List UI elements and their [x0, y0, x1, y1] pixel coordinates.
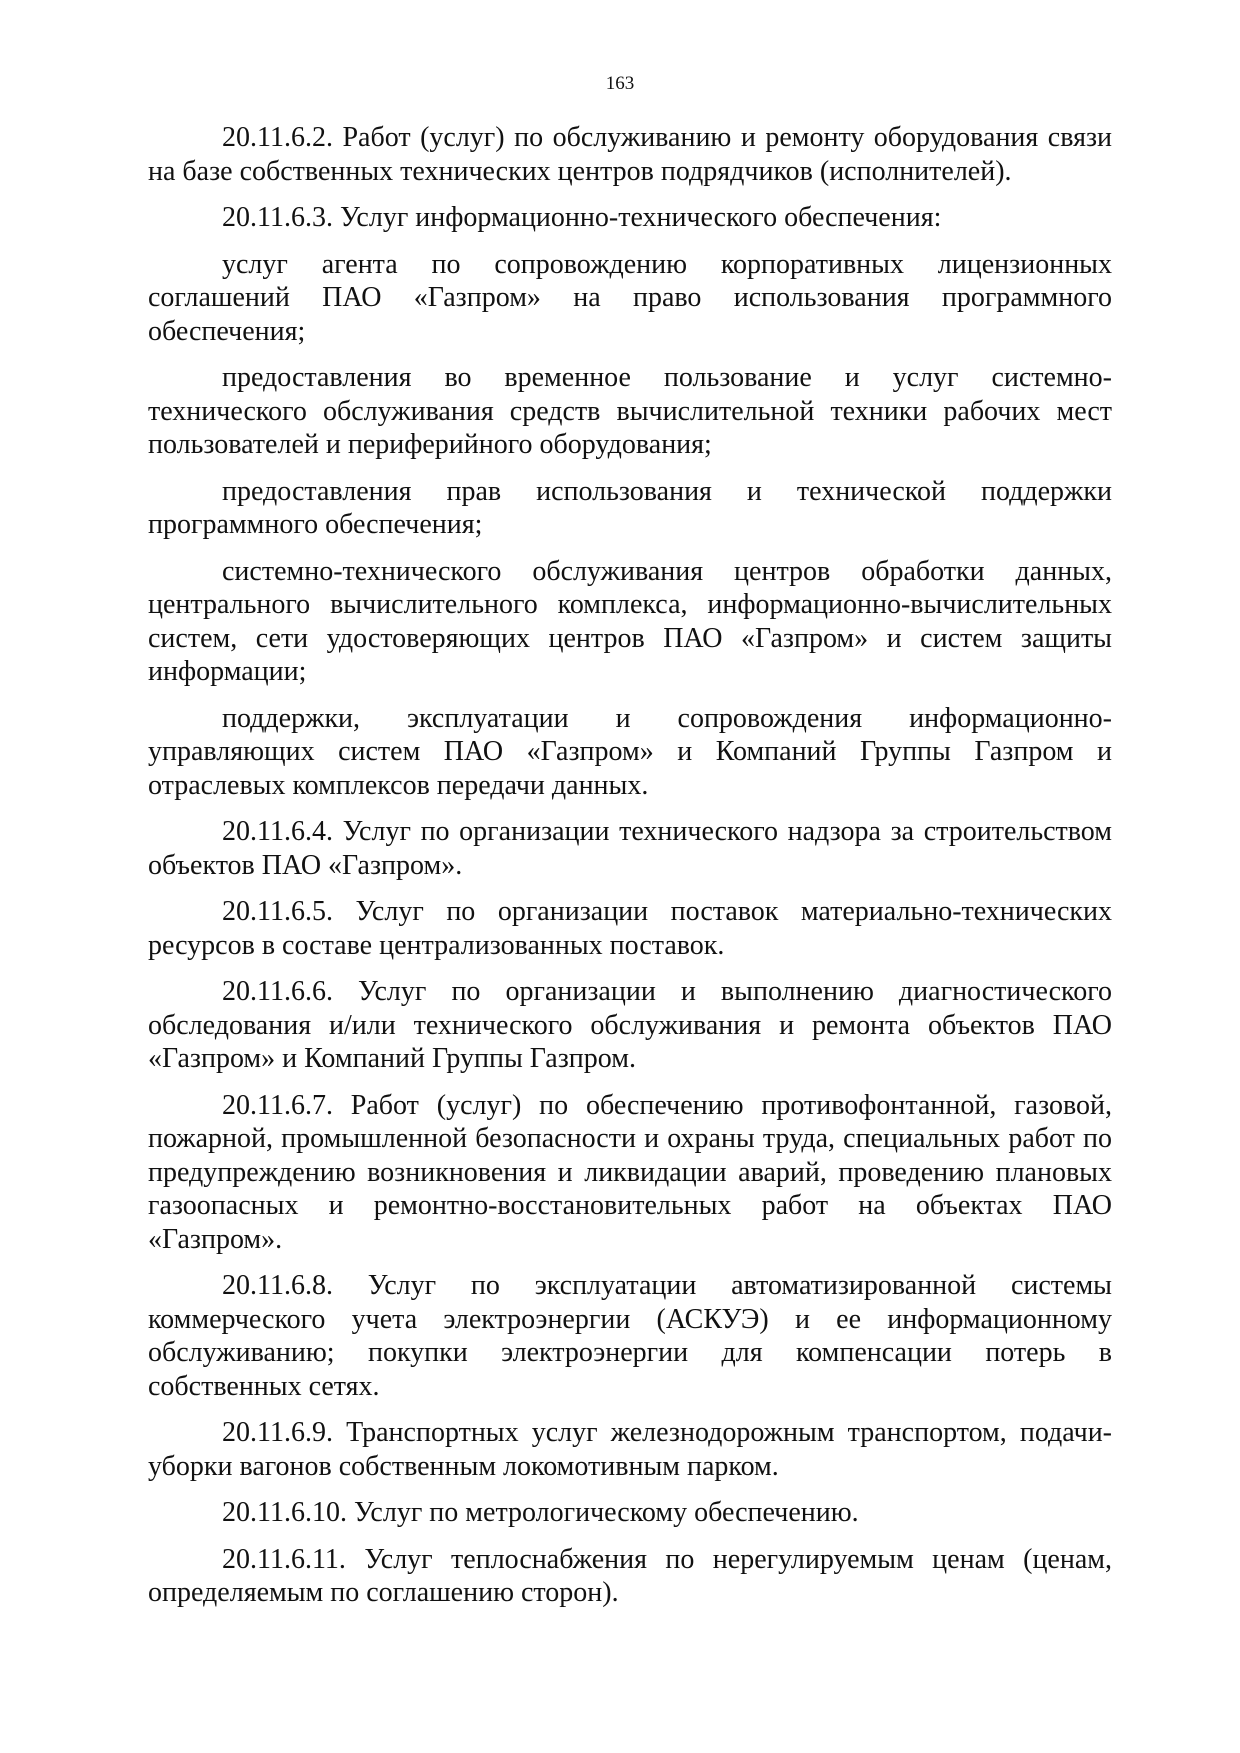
paragraph-20-11-6-9: 20.11.6.9. Транспортных услуг железнодорожным транспортом, подачи-уборки вагонов собственным локомотивным парком. — [148, 1417, 1112, 1482]
list-item-temporary-use: предоставления во временное пользование и услуг системно-технического обслуживания средств вычислительной техники рабочих мест пользователей и периферийного оборудования; — [148, 362, 1112, 460]
paragraph-20-11-6-11: 20.11.6.11. Услуг теплоснабжения по нерегулируемым ценам (ценам, определяемым по соглашению сторон). — [148, 1543, 1112, 1608]
document-body — [148, 121, 1112, 1623]
paragraph-20-11-6-7: 20.11.6.7. Работ (услуг) по обеспечению противофонтанной, газовой, пожарной, промышленной безопасности и охраны труда, специальных работ по предупреждению возникновения и ликвидации аварий, проведению плановых газоопасных и ремонтно-восстановительных работ на объектах ПАО «Газпром». — [148, 1089, 1112, 1255]
paragraph-20-11-6-4: 20.11.6.4. Услуг по организации технического надзора за строительством объектов ПАО «Газпром». — [148, 816, 1112, 881]
paragraph-20-11-6-8: 20.11.6.8. Услуг по эксплуатации автоматизированной системы коммерческого учета электроэнергии (АСКУЭ) и ее информационному обслуживанию; покупки электроэнергии для компенсации потерь в собственных сетях. — [148, 1270, 1112, 1402]
page-number: 163 — [605, 73, 635, 94]
list-item-data-centers: системно-технического обслуживания центров обработки данных, центрального вычислительного комплекса, информационно-вычислительных систем, сети удостоверяющих центров ПАО «Газпром» и систем защиты информации; — [148, 555, 1112, 687]
paragraph-20-11-6-6: 20.11.6.6. Услуг по организации и выполнению диагностического обследования и/или технического обслуживания и ремонта объектов ПАО «Газпром» и Компаний Группы Газпром. — [148, 976, 1112, 1074]
paragraph-20-11-6-2: 20.11.6.2. Работ (услуг) по обслуживанию и ремонту оборудования связи на базе собственных технических центров подрядчиков (исполнителей). — [148, 122, 1112, 187]
paragraph-20-11-6-5: 20.11.6.5. Услуг по организации поставок материально-технических ресурсов в составе централизованных поставок. — [148, 896, 1112, 961]
list-item-agent-services: услуг агента по сопровождению корпоративных лицензионных соглашений ПАО «Газпром» на право использования программного обеспечения; — [148, 248, 1112, 347]
list-item-usage-rights: предоставления прав использования и технической поддержки программного обеспечения; — [148, 475, 1112, 540]
paragraph-20-11-6-10: 20.11.6.10. Услуг по метрологическому обеспечению. — [222, 1497, 859, 1528]
paragraph-20-11-6-3: 20.11.6.3. Услуг информационно-технического обеспечения: — [222, 202, 942, 233]
list-item-control-systems: поддержки, эксплуатации и сопровождения информационно-управляющих систем ПАО «Газпром» и Компаний Группы Газпром и отраслевых комплексов передачи данных. — [148, 702, 1112, 801]
